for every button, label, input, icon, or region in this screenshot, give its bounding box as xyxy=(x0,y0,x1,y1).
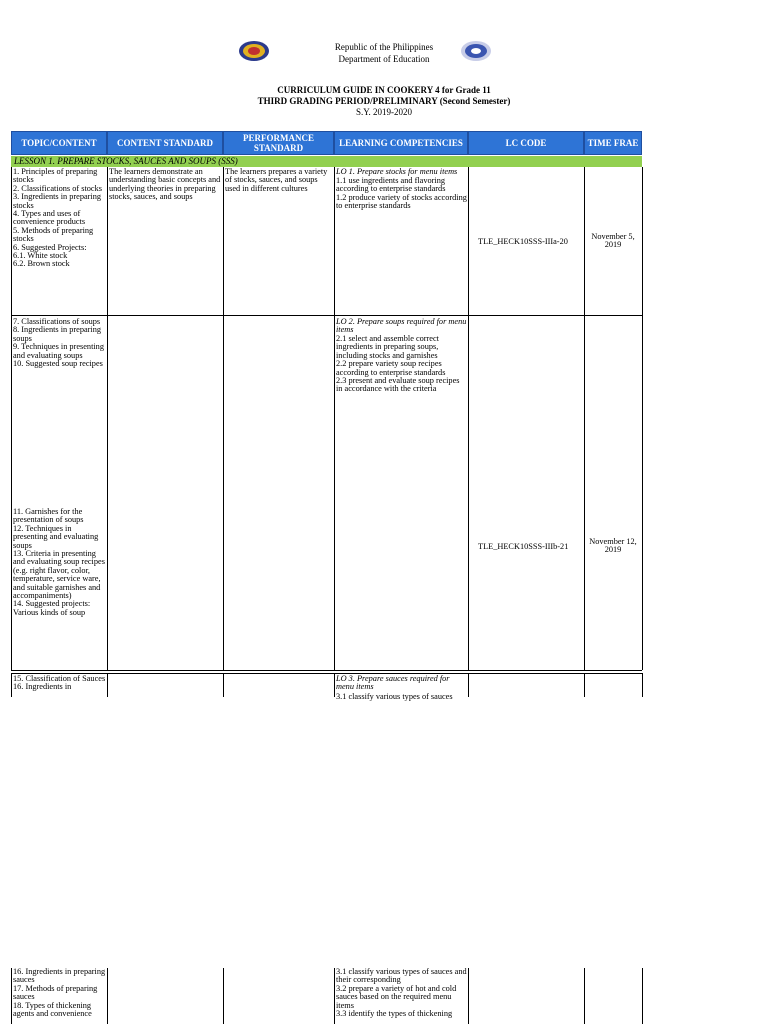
grid-line xyxy=(107,968,108,1024)
competencies-cell: 3.1 classify various types of sauces and their corresponding 3.2 prepare a variety of hot and cold sauces based on the required menu items 3.3 identify the types of thickening xyxy=(336,967,467,1019)
grid-line xyxy=(334,968,335,1024)
performance-standard-cell: The learners prepares a variety of stocks, sauces, and soups used in different cultures xyxy=(225,167,328,193)
grid-line xyxy=(223,968,224,1024)
grid-line xyxy=(642,968,643,1024)
grid-line xyxy=(334,167,335,670)
grid-line xyxy=(107,167,108,670)
header-learning-competencies: LEARNING COMPETENCIES xyxy=(334,131,468,155)
header-lc-code: LC CODE xyxy=(468,131,584,155)
curriculum-title: CURRICULUM GUIDE IN COOKERY 4 for Grade 11 xyxy=(277,85,491,95)
grid-line xyxy=(468,167,469,670)
grid-line xyxy=(11,673,12,697)
header-time-frame: TIME FRAE xyxy=(584,131,642,155)
topic-cell: 15. Classification of Sauces 16. Ingredients in xyxy=(13,674,106,692)
lc-code-cell: TLE_HECK10SSS-IIIa-20 xyxy=(478,237,568,246)
school-year-text: S.Y. 2019-2020 xyxy=(355,107,413,117)
time-frame-cell: November 12, 2019 xyxy=(589,537,637,555)
header-performance-standard: PERFORMANCE STANDARD xyxy=(223,131,334,155)
lc-code-cell: TLE_HECK10SSS-IIIb-21 xyxy=(478,542,569,551)
grid-line xyxy=(468,968,469,1024)
grid-line xyxy=(223,167,224,670)
republic-text: Republic of the Philippines xyxy=(334,42,434,52)
competencies-cell: 3.1 classify various types of sauces xyxy=(336,692,453,701)
header-content-standard: CONTENT STANDARD xyxy=(107,131,223,155)
grid-line xyxy=(584,673,585,697)
grid-line xyxy=(642,673,643,697)
grid-line xyxy=(584,167,585,670)
header-topic: TOPIC/CONTENT xyxy=(11,131,107,155)
grading-period-title: THIRD GRADING PERIOD/PRELIMINARY (Second Semester) xyxy=(257,96,511,106)
learning-outcome-title: LO 2. Prepare soups required for menu items xyxy=(336,317,467,335)
topic-cell: 16. Ingredients in preparing sauces 17. Methods of preparing sauces 18. Types of thickening agents and convenience xyxy=(13,967,106,1019)
department-text: Department of Education xyxy=(338,54,430,64)
competencies-cell: 2.1 select and assemble correct ingredients in preparing soups, including stocks and garnishes 2.2 prepare variety soup recipes according to enterprise standards 2.3 present and evaluate soup recipes in accordance with the criteria xyxy=(336,334,460,394)
grid-line xyxy=(107,673,108,697)
topic-cell: 1. Principles of preparing stocks 2. Classifications of stocks 3. Ingredients in preparing stocks 4. Types and uses of convenience products 5. Methods of preparing stocks 6. Suggested Projects: 6.1. White stock 6.2. Brown stock xyxy=(13,167,102,269)
grid-line xyxy=(334,673,335,697)
time-frame-cell: November 5, 2019 xyxy=(591,232,635,250)
row-divider xyxy=(11,315,642,316)
row-divider xyxy=(11,670,642,671)
learning-outcome-title: LO 1. Prepare stocks for menu items xyxy=(336,167,458,176)
row-divider xyxy=(11,673,642,674)
topic-cell: 7. Classifications of soups 8. Ingredients in preparing soups 9. Techniques in presenting and evaluating soups 10. Suggested soup recipes xyxy=(13,317,104,369)
content-standard-cell: The learners demonstrate an understanding basic concepts and underlying theories in preparing stocks, sauces, and soups xyxy=(109,167,221,202)
learning-outcome-title: LO 3. Prepare sauces required for menu items xyxy=(336,674,450,692)
competencies-cell: 1.1 use ingredients and flavoring according to enterprise standards 1.2 produce variety of stocks according to enterprise standards xyxy=(336,176,467,211)
grid-line xyxy=(642,167,643,670)
grid-line xyxy=(11,968,12,1024)
grid-line xyxy=(223,673,224,697)
grid-line xyxy=(584,968,585,1024)
topic-cell: 11. Garnishes for the presentation of soups 12. Techniques in presenting and evaluating soups 13. Criteria in presenting and evaluating soup recipes (e.g. right flavor, color, temperature, service ware, and suitable garnishes and accompaniments) 14. Suggested projects: Various kinds of soup xyxy=(13,507,105,617)
lesson-title-bar: LESSON 1. PREPARE STOCKS, SAUCES AND SOUPS (SSS) xyxy=(11,156,642,167)
grid-line xyxy=(468,673,469,697)
grid-line xyxy=(11,167,12,670)
